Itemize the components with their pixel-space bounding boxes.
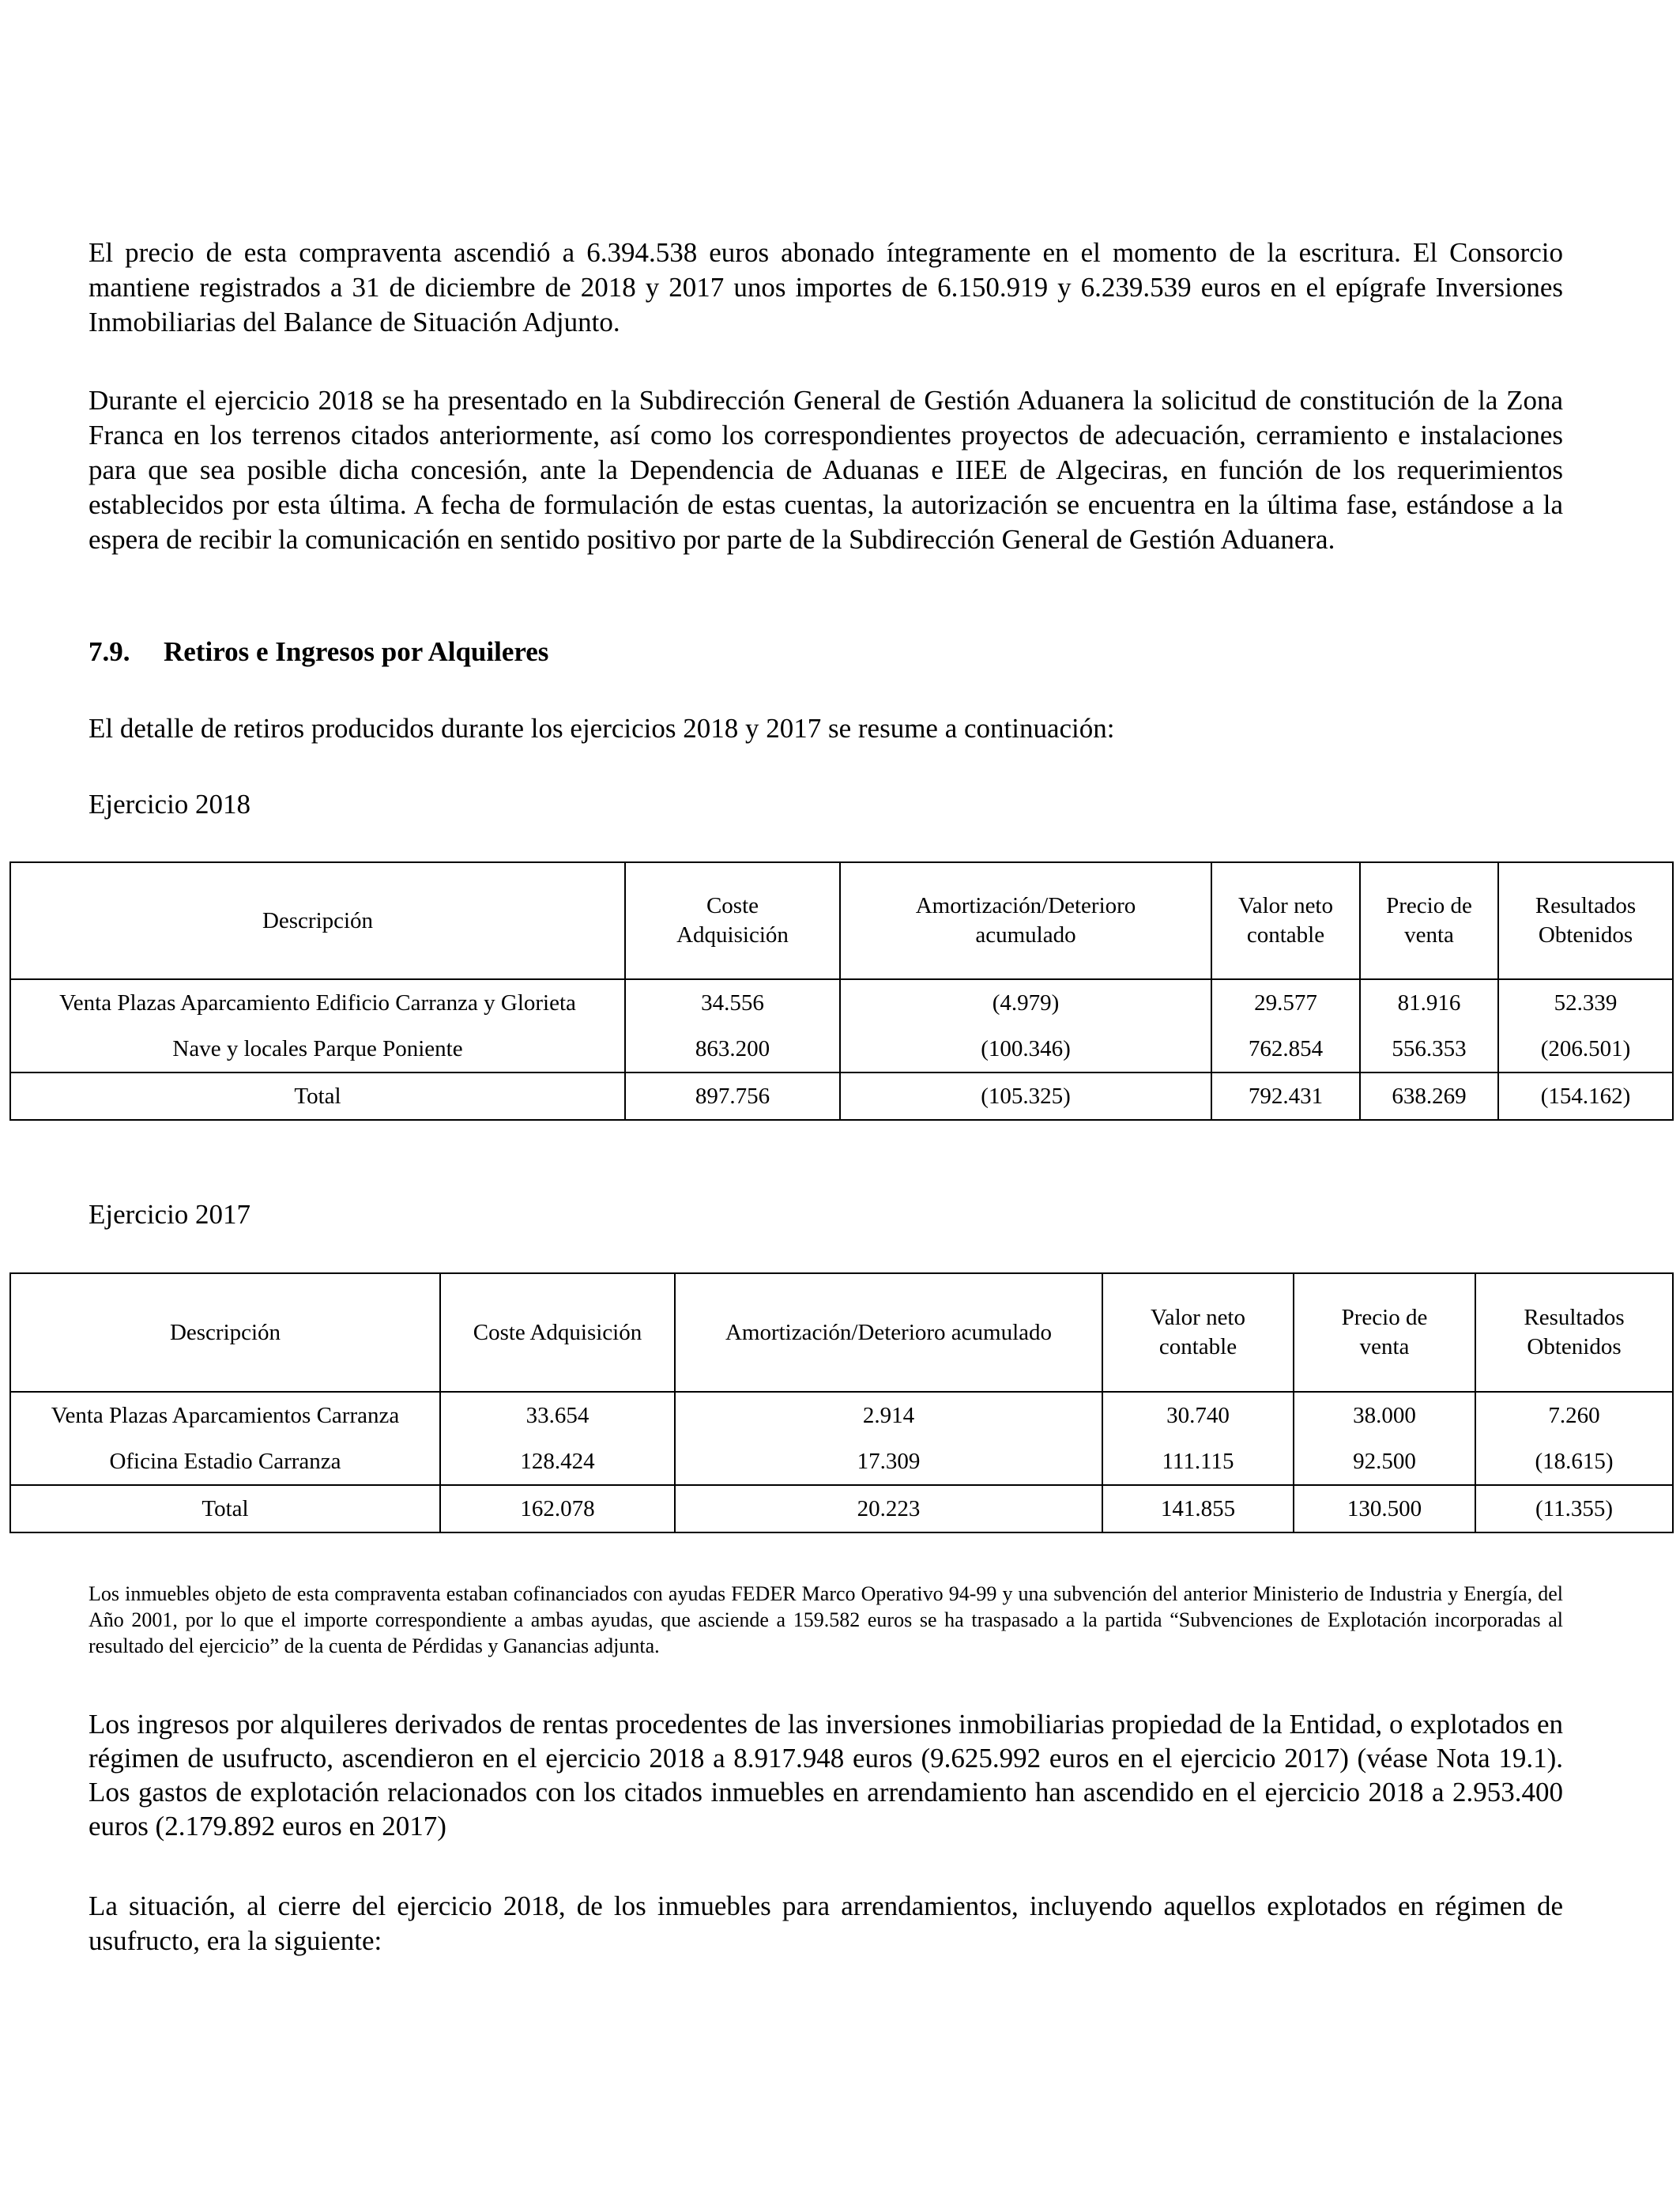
table-header-cell: Valor neto contable (1102, 1273, 1294, 1392)
table-2017 (9, 1272, 1674, 1533)
table-cell: 30.740 (1102, 1392, 1294, 1439)
table-header-cell: Resultados Obtenidos (1498, 862, 1673, 979)
paragraph-purchase-price: El precio de esta compraventa ascendió a 6.394.538 euros abonado íntegramente en el momento de la escritura. El Consorcio mantiene registrados a 31 de diciembre de 2018 y 2017 unos importes de 6.150.919 y 6.239.539 euros en el epígrafe Inversiones Inmobiliarias del Balance de Situación Adjunto. (89, 237, 1563, 337)
table-header-cell: Valor neto contable (1211, 862, 1360, 979)
table-cell: 34.556 (625, 979, 840, 1027)
table-header-cell: Amortización/Deterioro acumulado (840, 862, 1211, 979)
table-cell: (206.501) (1498, 1027, 1673, 1072)
table-total-row (10, 1485, 1673, 1532)
table-header-cell: Coste Adquisición (440, 1273, 675, 1392)
table-header-cell: Descripción (10, 1273, 440, 1392)
caption-2018: Ejercicio 2018 (89, 789, 251, 820)
table-header-cell: Coste Adquisición (625, 862, 840, 979)
table-total-cell: Total (10, 1485, 440, 1532)
table-cell: 863.200 (625, 1027, 840, 1072)
table-cell: (18.615) (1475, 1439, 1673, 1485)
table-cell: 17.309 (675, 1439, 1102, 1485)
table-total-cell: 638.269 (1360, 1072, 1498, 1120)
table-total-cell: 20.223 (675, 1485, 1102, 1532)
table-header-cell: Descripción (10, 862, 625, 979)
table-cell: 2.914 (675, 1392, 1102, 1439)
table-row (10, 1439, 1673, 1485)
footnote: Los inmuebles objeto de esta compraventa estaban cofinanciados con ayudas FEDER Marco Operativo 94-99 y una subvención del anterior Ministerio de Industria y Energía, del Año 2001, por lo que el importe correspondiente a ambas ayudas, que asciende a 159.582 euros se ha traspasado a la partida “Subvenciones de Explotación incorporadas al resultado del ejercicio” de la cuenta de Pérdidas y Ganancias adjunta. (89, 1582, 1563, 1657)
table-total-cell: Total (10, 1072, 625, 1120)
table-total-cell: 897.756 (625, 1072, 840, 1120)
table-header-cell: Precio de venta (1294, 1273, 1475, 1392)
table-header-cell: Resultados Obtenidos (1475, 1273, 1673, 1392)
table-total-cell: (154.162) (1498, 1072, 1673, 1120)
table-cell: 52.339 (1498, 979, 1673, 1027)
table-header-cell: Precio de venta (1360, 862, 1498, 979)
table-total-cell: (11.355) (1475, 1485, 1673, 1532)
table-row (10, 979, 1673, 1027)
table-total-cell: (105.325) (840, 1072, 1211, 1120)
table-cell: (100.346) (840, 1027, 1211, 1072)
table-total-cell: 162.078 (440, 1485, 675, 1532)
table-header-cell: Amortización/Deterioro acumulado (675, 1273, 1102, 1392)
caption-2017: Ejercicio 2017 (89, 1199, 251, 1230)
paragraph-situation: La situación, al cierre del ejercicio 2018, de los inmuebles para arrendamientos, incluyendo aquellos explotados en régimen de usufructo, era la siguiente: (89, 1891, 1563, 1956)
table-row (10, 1392, 1673, 1439)
table-cell: 92.500 (1294, 1439, 1475, 1485)
table-cell: Nave y locales Parque Poniente (10, 1027, 625, 1072)
table-total-cell: 792.431 (1211, 1072, 1360, 1120)
table-cell: Venta Plazas Aparcamientos Carranza (10, 1392, 440, 1439)
section-number: 7.9. (89, 636, 130, 667)
table-cell: 81.916 (1360, 979, 1498, 1027)
table-cell: 556.353 (1360, 1027, 1498, 1072)
table-cell: 111.115 (1102, 1439, 1294, 1485)
table-cell: 29.577 (1211, 979, 1360, 1027)
paragraph-rental-income: Los ingresos por alquileres derivados de rentas procedentes de las inversiones inmobiliarias propiedad de la Entidad, o explotados en régimen de usufructo, ascendieron en el ejercicio 2018 a 8.917.948 euros (9.625.992 euros en el ejercicio 2017) (véase Nota 19.1). Los gastos de explotación relacionados con los citados inmuebles en arrendamiento han ascendido en el ejercicio 2018 a 2.953.400 euros (2.179.892 euros en 2017) (89, 1709, 1563, 1842)
table-cell: (4.979) (840, 979, 1211, 1027)
table-cell: 7.260 (1475, 1392, 1673, 1439)
table-cell: 38.000 (1294, 1392, 1475, 1439)
section-title: Retiros e Ingresos por Alquileres (164, 636, 549, 667)
table-cell: 33.654 (440, 1392, 675, 1439)
table-total-cell: 141.855 (1102, 1485, 1294, 1532)
section-heading (89, 635, 548, 669)
paragraph-free-zone: Durante el ejercicio 2018 se ha presentado en la Subdirección General de Gestión Aduanera la solicitud de constitución de la Zona Franca en los terrenos citados anteriormente, así como los correspondientes proyectos de adecuación, cerramiento e instalaciones para que sea posible dicha concesión, ante la Dependencia de Aduanas e IIEE de Algeciras, en función de los requerimientos establecidos por esta última. A fecha de formulación de estas cuentas, la autorización se encuentra en la última fase, estándose a la espera de recibir la comunicación en sentido positivo por parte de la Subdirección General de Gestión Aduanera. (89, 385, 1563, 555)
table-cell: 762.854 (1211, 1027, 1360, 1072)
table-total-cell: 130.500 (1294, 1485, 1475, 1532)
table-total-row (10, 1072, 1673, 1120)
table-cell: 128.424 (440, 1439, 675, 1485)
table-2017-header-row (10, 1273, 1673, 1392)
paragraph-retirements-intro: El detalle de retiros producidos durante los ejercicios 2018 y 2017 se resume a continuación: (89, 713, 1115, 744)
table-2018 (9, 861, 1674, 1121)
table-cell: Oficina Estadio Carranza (10, 1439, 440, 1485)
table-cell: Venta Plazas Aparcamiento Edificio Carranza y Glorieta (10, 979, 625, 1027)
table-row (10, 1027, 1673, 1072)
table-2018-header-row (10, 862, 1673, 979)
